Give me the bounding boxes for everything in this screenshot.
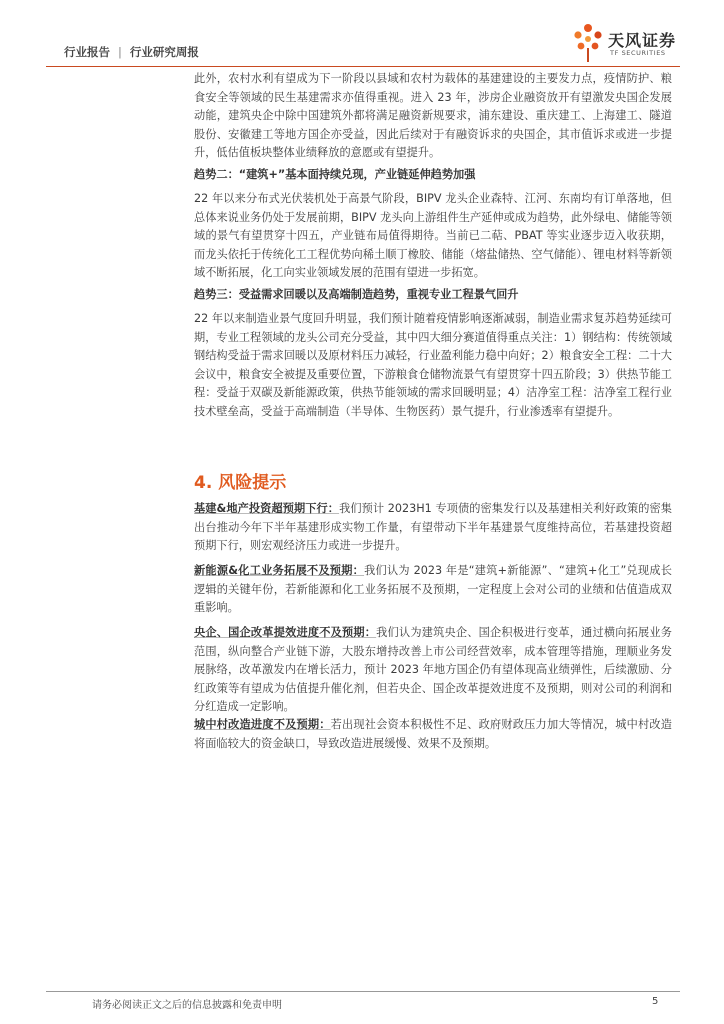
body-paragraph: 此外，农村水利有望成为下一阶段以县域和农村为载体的基建建设的主要发力点，疫情防护、粮食安全等领域的民生基建需求亦值得重视。进入 23 年，涉房企业融资放开有望激发央国企发展动能，建筑央企中除中国建筑外都将满足融资新规要求，浦东建设、重庆建工、上海建工、隧道股份、安徽建工等地方国企亦受益，因此后续对于有融资诉求的央国企，其市值诉求或进一步提升，低估值板块整体业绩释放的意愿或有望提升。 xyxy=(194,72,672,159)
breadcrumb xyxy=(64,44,199,60)
page-header xyxy=(0,0,724,70)
trend-3-heading xyxy=(194,286,672,305)
risk-item xyxy=(194,716,672,753)
risk-text: 若出现社会资本积极性不足、政府财政压力加大等情况，城中村改造将面临较大的资金缺口，导致改造进展缓慢、效果不及预期。 xyxy=(194,718,672,750)
risk-heading: 城中村改造进度不及预期： xyxy=(194,718,331,731)
logo-english-name: TF SECURITIES xyxy=(610,49,666,57)
logo-flower-icon xyxy=(568,20,608,66)
risk-text: 我们认为建筑央企、国企积极进行变革，通过横向拓展业务范围，纵向整合产业链下游，大股东增持改善上市公司经营效率，成本管理等措施，理顺业务发展脉络，改革激发内在增长活力，预计 2023 年地方国企仍有望体现高业绩弹性，后续激励、分红政策等有望成为估值提升催化剂，但若央企、国企改革提效进度不及预期，则对公司的利润和分红造成一定影响。 xyxy=(194,626,672,713)
body-paragraph: 22 年以来制造业景气度回升明显，我们预计随着疫情影响逐渐减弱，制造业需求复苏趋势延续可期，专业工程领域的龙头公司充分受益，其中四大细分赛道值得重点关注：1）钢结构：传统领域钢结构受益于需求回暖以及原材料压力减轻，行业盈利能力稳中向好；2）粮食安全工程：二十大会议中，粮食安全被提及重要位置，下游粮食仓储物流景气有望贯穿十四五阶段；3）供热节能工程：受益于双碳及新能源政策，供热节能领域的需求回暖明显；4）洁净室工程：洁净室工程行业技术壁垒高，受益于高端制造（半导体、生物医药）景气提升，行业渗透率有望提升。 xyxy=(194,312,672,418)
page-number: 5 xyxy=(652,996,659,1007)
paragraph-trend-3 xyxy=(194,310,672,421)
breadcrumb-report-type: 行业报告 xyxy=(64,45,110,59)
paragraph-rural-water xyxy=(194,70,672,163)
risk-heading: 基建&地产投资超预期下行： xyxy=(194,502,340,515)
risk-heading: 新能源&化工业务拓展不及预期： xyxy=(194,564,365,577)
header-divider xyxy=(46,66,680,67)
breadcrumb-separator: | xyxy=(118,45,122,59)
trend-heading: 趋势二：“建筑+”基本面持续兑现，产业链延伸趋势加强 xyxy=(194,168,476,181)
trend-heading: 趋势三：受益需求回暖以及高端制造趋势，重视专业工程景气回升 xyxy=(194,288,519,301)
section-title-risk: 4. 风险提示 xyxy=(194,473,287,493)
risk-heading: 央企、国企改革提效进度不及预期： xyxy=(194,626,377,639)
breadcrumb-report-series: 行业研究周报 xyxy=(129,45,199,59)
paragraph-trend-2 xyxy=(194,190,672,283)
body-paragraph: 22 年以来分布式光伏装机处于高景气阶段，BIPV 龙头企业森特、江河、东南均有订单落地，但总体来说业务仍处于发展前期，BIPV 龙头向上游组件生产延伸或成为趋势，此外绿电、储能等领域的景气有望贯穿十四五，产业链布局值得期待。当前已二萜、PBAT 等实业逐步迈入收获期，而龙头依托于传统化工工程优势向稀土顺丁橡胶、储能（熔盐储热、空气储能）、锂电材料等新领域不断拓展，化工向实业领域发展的范围有望进一步拓宽。 xyxy=(194,192,672,279)
risk-item xyxy=(194,500,672,556)
logo-chinese-name: 天风证券 xyxy=(608,31,677,50)
risk-item xyxy=(194,562,672,618)
risk-item xyxy=(194,624,672,717)
company-logo xyxy=(568,20,678,66)
trend-2-heading xyxy=(194,166,672,185)
risk-text: 我们认为 2023 年是“建筑+新能源”、“建筑+化工”兑现成长逻辑的关键年份，若新能源和化工业务拓展不及预期，一定程度上会对公司的业绩和估值造成双重影响。 xyxy=(194,564,672,614)
risk-text: 我们预计 2023H1 专项债的密集发行以及基建相关利好政策的密集出台推动今年下半年基建形成实物工作量，有望带动下半年基建景气度维持高位，若基建投资超预期下行，则宏观经济压力或进一步提升。 xyxy=(194,502,672,552)
disclaimer-link[interactable]: 请务必阅读正文之后的信息披露和免责申明 xyxy=(92,1000,282,1011)
footer-divider xyxy=(46,991,680,992)
